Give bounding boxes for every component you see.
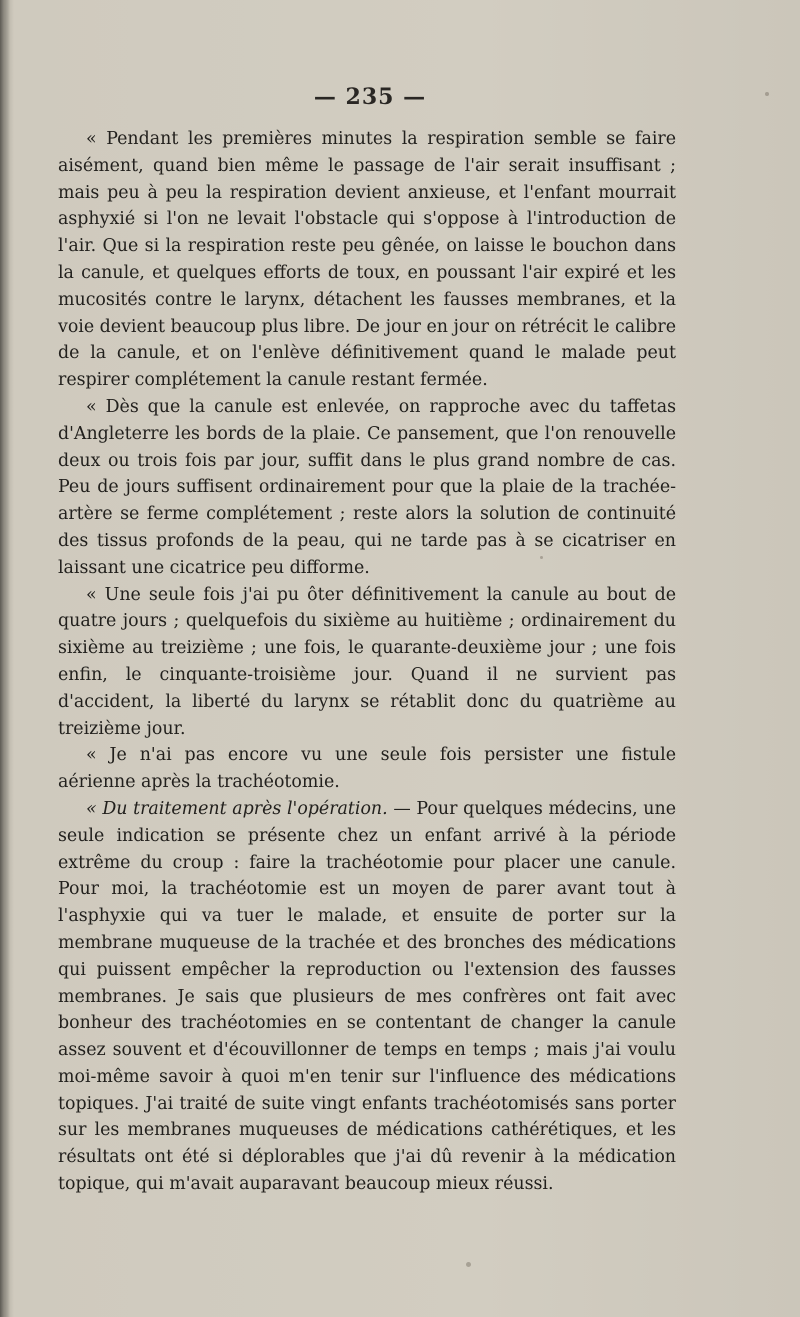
- paper-speck: [765, 92, 769, 96]
- paragraph-1-text: « Pendant les premières minutes la respiration semble se faire aisément, quand bien même le passage de l'air serait insuffisant ; mais peu à peu la respiration devient anxieuse, et l'enfant mourrait asphyxié si l'on ne levait l'obstacle qui s'oppose à l'introduction de l'air. Que si la respiration reste peu gênée, on laisse le bouchon dans la canule, et quelques efforts de toux, en poussant l'air expiré et les mucosités contre le larynx, détachent les fausses membranes, et la voie devient beaucoup plus libre. De jour en jour on rétrécit le calibre de la canule, et on l'enlève définitivement quand le malade peut respirer complétement la canule restant fermée.: [58, 129, 676, 391]
- paragraph-4: [58, 742, 676, 796]
- binding-shadow: [0, 0, 10, 1317]
- paragraph-3: [58, 582, 676, 743]
- paragraph-5-text: — Pour quelques médecins, une seule indication se présente chez un enfant arrivé à la période extrême du croup : faire la trachéotomie pour placer une canule. Pour moi, la trachéotomie est un moyen de parer avant tout à l'asphyxie qui va tuer le malade, et ensuite de porter sur la membrane muqueuse de la trachée et des bronches des médications qui puissent empêcher la reproduction ou l'extension des fausses membranes. Je sais que plusieurs de mes confrères ont fait avec bonheur des trachéotomies en se contentant de changer la canule assez souvent et d'écouvillonner de temps en temps ; mais j'ai voulu moi-même savoir à quoi m'en tenir sur l'influence des médications topiques. J'ai traité de suite vingt enfants trachéotomisés sans porter sur les membranes muqueuses de médications cathérétiques, et les résultats ont été si déplorables que j'ai dû revenir à la médication topique, qui m'avait auparavant beaucoup mieux réussi.: [58, 798, 676, 1195]
- page-number: — 235 —: [313, 84, 427, 110]
- body-text: [58, 126, 676, 1198]
- paragraph-2: [58, 394, 676, 582]
- paragraph-4-text: « Je n'ai pas encore vu une seule fois persister une fistule aérienne après la trachéotomie.: [58, 745, 676, 793]
- paragraph-1: [58, 126, 676, 394]
- section-heading-italic: « Du traitement après l'opération.: [86, 798, 388, 819]
- paper-speck: [540, 556, 543, 559]
- paragraph-2-text: « Dès que la canule est enlevée, on rapproche avec du taffetas d'Angleterre les bords de la plaie. Ce pansement, que l'on renouvelle deux ou trois fois par jour, suffit dans le plus grand nombre de cas. Peu de jours suffisent ordinairement pour que la plaie de la trachée-artère se ferme complétement ; reste alors la solution de continuité des tissus profonds de la peau, qui ne tarde pas à se cicatriser en laissant une cicatrice peu difforme.: [58, 396, 676, 578]
- paragraph-5: [58, 796, 676, 1198]
- paragraph-3-text: « Une seule fois j'ai pu ôter définitivement la canule au bout de quatre jours ; quelquefois du sixième au huitième ; ordinairement du sixième au treizième ; une fois, le quarante-deuxième jour ; une fois enfin, le cinquante-troisième jour. Quand il ne survient pas d'accident, la liberté du larynx se rétablit donc du quatrième au treizième jour.: [58, 584, 676, 739]
- paper-speck: [466, 1262, 471, 1267]
